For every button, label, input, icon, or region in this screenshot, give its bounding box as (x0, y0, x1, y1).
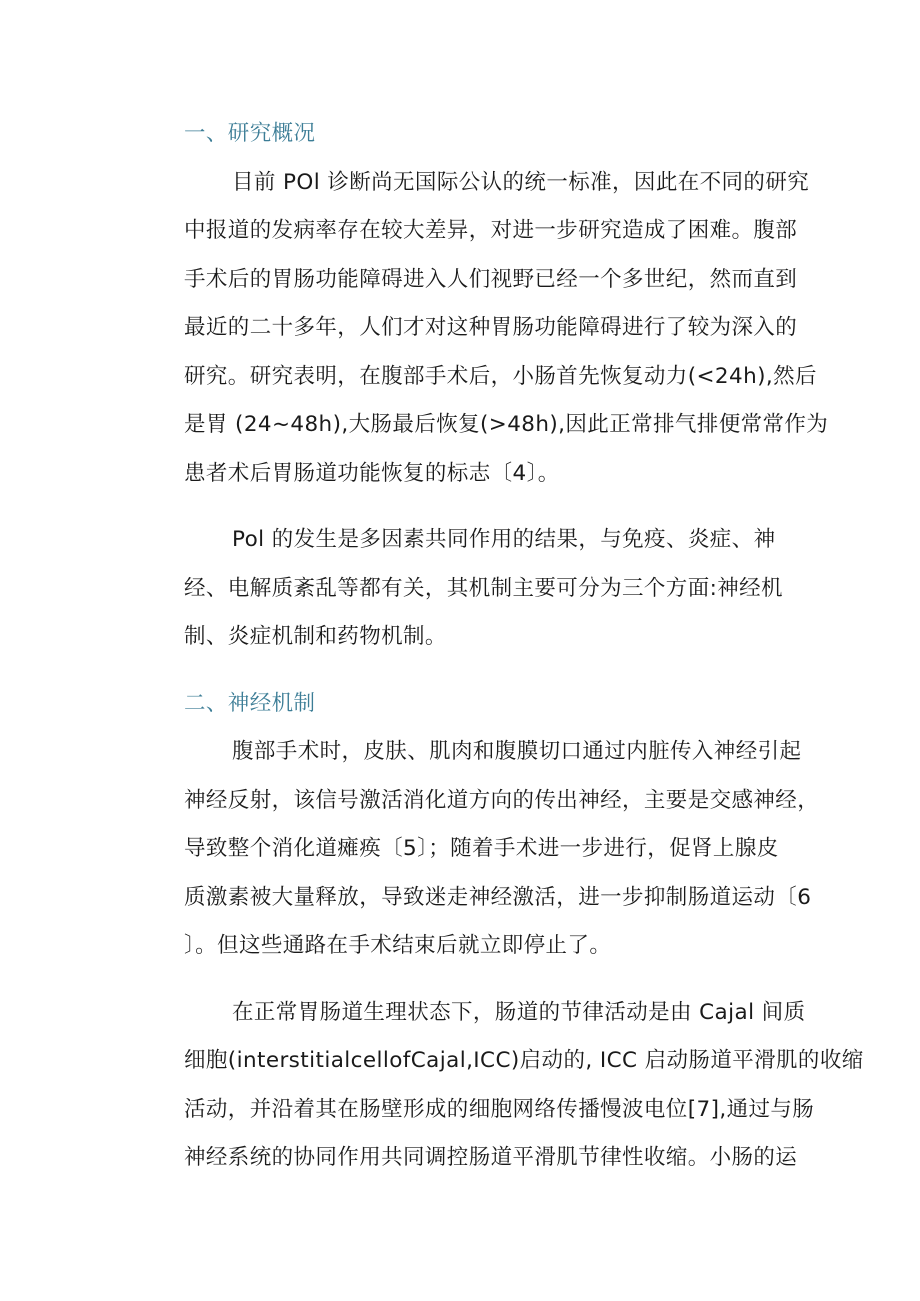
paragraph-neural-2 (136, 989, 864, 1183)
section-heading-neural-mechanism: 二、神经机制 (184, 690, 316, 716)
paragraph-neural-1 (136, 728, 820, 971)
text-line: 在正常胃肠道生理状态下，肠道的节律活动是由 Cajal 间质 (232, 999, 806, 1025)
text-line: 导致整个消化道瘫痪〔5〕；随着手术进一步进行，促肾上腺皮 (184, 836, 779, 861)
paragraph-overview-2 (136, 516, 788, 662)
text-line: 活动，并沿着其在肠壁形成的细胞网络传播慢波电位[7],通过与肠 (184, 1096, 815, 1122)
text-line: 患者术后胃肠道功能恢复的标志〔4〕。 (184, 460, 560, 486)
text-line: 神经系统的协同作用共同调控肠道平滑肌节律性收缩。小肠的运 (184, 1145, 798, 1170)
section-heading-overview: 一、研究概况 (184, 121, 316, 146)
text-line: 是胃 (24~48h),大肠最后恢复(>48h),因此正常排气排便常常作为 (184, 412, 829, 437)
text-line: 神经反射，该信号激活消化道方向的传出神经，主要是交感神经， (184, 787, 820, 813)
text-line: 制、炎症机制和药物机制。 (184, 624, 447, 649)
text-line: 最近的二十多年，人们才对这种胃肠功能障碍进行了较为深入的 (184, 315, 798, 340)
text-line: 手术后的胃肠功能障碍进入人们视野已经一个多世纪，然而直到 (184, 266, 798, 292)
text-line: 研究。研究表明，在腹部手术后，小肠首先恢复动力(<24h),然后 (184, 363, 817, 389)
text-line: 〕。但这些通路在手术结束后就立即停止了。 (184, 933, 612, 958)
text-line: 目前 POl 诊断尚无国际公认的统一标准，因此在不同的研究 (232, 169, 810, 195)
text-line: 中报道的发病率存在较大差异，对进一步研究造成了困难。腹部 (184, 218, 798, 243)
document-body (136, 110, 864, 1183)
text-line: Pol 的发生是多因素共同作用的结果，与免疫、炎症、神 (232, 527, 776, 552)
text-line: 质激素被大量释放，导致迷走神经激活，进一步抑制肠道运动〔6 (184, 884, 812, 910)
paragraph-spacer (136, 662, 788, 680)
paragraph-overview-1 (136, 159, 829, 499)
text-line: 腹部手术时，皮肤、肌肉和腹膜切口通过内脏传入神经引起 (232, 739, 802, 764)
text-line: 经、电解质紊乱等都有关，其机制主要可分为三个方面:神经机 (184, 575, 783, 601)
paragraph-spacer (136, 498, 788, 516)
paragraph-spacer (136, 971, 788, 989)
text-line: 细胞(interstitialcellofCajal,ICC)启动的, ICC 启动肠道平滑肌的收缩 (184, 1048, 864, 1073)
